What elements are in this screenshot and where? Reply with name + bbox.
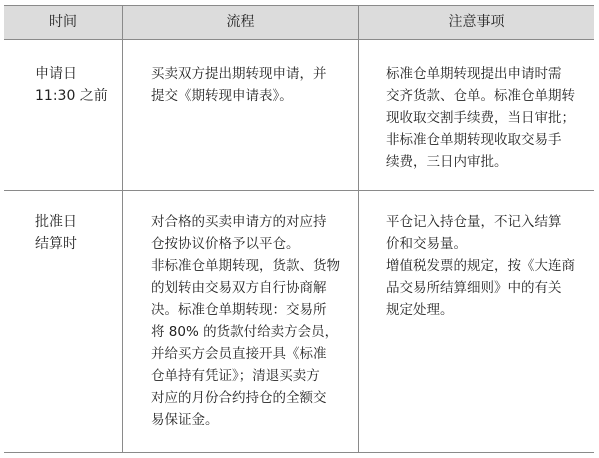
column-divider-1 (122, 6, 123, 452)
header-process: 流程 (226, 14, 255, 30)
row2-time-line1: 批准日 (35, 214, 77, 230)
row1-notes: 标准仓单期转现提出申请时需 交齐货款、仓单。标准仓单期转 现收取交割手续费，当日审批； 非标准仓单期转现收取交易手 续费，三日内审批。 (386, 66, 575, 170)
row-divider (4, 190, 594, 191)
row2-notes: 平仓记入持仓量，不记入结算 价和交易量。 增值税发票的规定，按《大连商 品交易所结算细则》中的有关 规定处理。 (386, 214, 575, 318)
process-table (4, 5, 594, 453)
row1-time-line2: 11:30 之前 (35, 88, 108, 104)
header-time: 时间 (49, 14, 77, 30)
row1-time-line1: 申请日 (35, 66, 77, 82)
column-divider-2 (358, 6, 359, 452)
row2-process: 对合格的买卖申请方的对应持 仓按协议价格予以平仓。 非标准仓单期转现，货款、货物 的划转由交易双方自行协商解 决。标准仓单期转现：交易所 将 80% 的货款付给卖方会员， 并给买方会员直接开具《标准 仓单持有凭证》；清退买卖方 对应的月份合约持仓的全额交 易保证金。 (151, 214, 340, 428)
row2-time-line2: 结算时 (35, 236, 77, 252)
row1-process: 买卖双方提出期转现申请，并 提交《期转现申请表》。 (151, 66, 327, 104)
header-notes: 注意事项 (448, 14, 505, 30)
